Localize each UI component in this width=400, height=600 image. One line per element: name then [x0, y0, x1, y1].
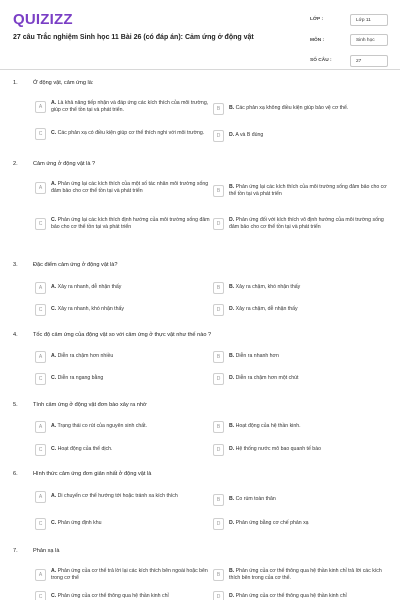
option-a[interactable]	[35, 421, 211, 433]
option-b[interactable]	[213, 282, 389, 294]
question-text: Cảm ứng ở động vật là ?	[33, 161, 96, 167]
question-text: Ở động vật, cảm ứng là:	[33, 80, 94, 86]
question-text: Hình thức cảm ứng đơn giản nhất ở động vật là	[33, 471, 152, 477]
question-text: Tính cảm ứng ở động vật đơn bào xảy ra nhờ	[33, 402, 147, 408]
option-a[interactable]	[35, 568, 211, 583]
meta-count-value: 27	[350, 55, 388, 67]
option-text: A. Diễn ra chậm hơn nhiều	[51, 353, 114, 360]
option-text: B. Co rúm toàn thân	[229, 496, 276, 503]
option-c[interactable]	[35, 444, 211, 456]
meta-subject-label: MÔN :	[310, 37, 325, 43]
option-text: B. Các phản xạ không điều kiện giúp bảo vệ cơ thể.	[229, 105, 349, 112]
option-d[interactable]	[213, 518, 389, 530]
option-text: A. Trạng thái co rút của nguyên sinh chất.	[51, 423, 148, 430]
option-text: B. Phản ứng lại các kích thích của môi trường sống đảm bảo cho cơ thể tồn tại và phát triển	[229, 184, 387, 198]
option-d[interactable]	[213, 217, 389, 232]
option-letter-box: D	[213, 591, 224, 600]
option-letter-box: C	[35, 591, 46, 600]
option-d[interactable]	[213, 591, 389, 600]
option-c[interactable]	[35, 591, 211, 600]
option-text: C. Diễn ra ngang bằng	[51, 375, 104, 382]
option-letter-box: C	[35, 304, 46, 316]
option-c[interactable]	[35, 373, 211, 385]
option-a[interactable]	[35, 282, 211, 294]
document-title: 27 câu Trắc nghiệm Sinh học 11 Bài 26 (có đáp án): Cảm ứng ở động vật	[13, 34, 254, 41]
option-text: B. Phản ứng của cơ thể thông qua hệ thần kinh chỉ trả lời các kích thích bên trong của cơ thể.	[229, 568, 382, 582]
option-letter-box: D	[213, 518, 224, 530]
header-divider	[0, 69, 400, 70]
option-text: A. Phản ứng của cơ thể trả lời lại các kích thích bên ngoài hoặc bên trong cơ thể	[51, 568, 208, 582]
question-number: 2.	[13, 161, 18, 167]
option-letter-box: A	[35, 351, 46, 363]
option-letter-box: D	[213, 218, 224, 230]
option-b[interactable]	[213, 568, 389, 583]
option-c[interactable]	[35, 128, 211, 140]
option-text: A. Phản ứng lại các kích thích của một số tác nhân môi trường sống đảm bảo cho cơ thể tồn tại và phát triển	[51, 181, 209, 195]
question-number: 6.	[13, 471, 18, 477]
option-letter-box: B	[213, 103, 224, 115]
option-text: B. Xảy ra chậm, khó nhận thấy	[229, 284, 301, 291]
option-letter-box: A	[35, 282, 46, 294]
option-letter-box: A	[35, 491, 46, 503]
option-letter-box: B	[213, 421, 224, 433]
option-letter-box: C	[35, 373, 46, 385]
option-letter-box: D	[213, 304, 224, 316]
option-a[interactable]	[35, 100, 211, 115]
meta-panel	[310, 13, 388, 75]
option-c[interactable]	[35, 518, 211, 530]
question-number: 4.	[13, 332, 18, 338]
meta-subject-value: Sinh học	[350, 34, 388, 46]
option-letter-box: A	[35, 182, 46, 194]
option-c[interactable]	[35, 304, 211, 316]
question-text: Tốc độ cảm ứng của động vật so với cảm ứng ở thực vật như thế nào ?	[33, 332, 212, 338]
option-text: C. Phản ứng lại các kích thích định hướng của môi trường sống đảm bảo cho cơ thể tồn tại và phát triển	[51, 217, 210, 231]
option-letter-box: A	[35, 101, 46, 113]
meta-class-value: Lớp 11	[350, 14, 388, 26]
question-number: 7.	[13, 548, 18, 554]
option-letter-box: C	[35, 128, 46, 140]
option-d[interactable]	[213, 304, 389, 316]
option-text: D. Hệ thống nước mô bao quanh tế bào	[229, 446, 321, 453]
option-text: C. Các phản xạ có điều kiện giúp cơ thể thích nghi với môi trường.	[51, 130, 205, 137]
option-b[interactable]	[213, 351, 389, 363]
meta-count-label: SỐ CÂU :	[310, 58, 332, 63]
option-letter-box: B	[213, 351, 224, 363]
option-text: D. Phản ứng của cơ thể thông qua hệ thần kinh chỉ	[229, 593, 347, 600]
option-letter-box: B	[213, 569, 224, 581]
option-text: D. Diễn ra chậm hơn một chút	[229, 375, 299, 382]
option-letter-box: C	[35, 218, 46, 230]
option-b[interactable]	[213, 103, 389, 115]
option-text: C. Hoạt động của thể dịch.	[51, 446, 113, 453]
option-letter-box: D	[213, 130, 224, 142]
option-text: D. A và B đúng	[229, 132, 264, 139]
quizizz-logo: QUIZIZZ	[13, 11, 73, 28]
option-text: A. Xảy ra nhanh, dễ nhận thấy	[51, 284, 122, 291]
option-text: B. Hoạt động của hệ thần kinh.	[229, 423, 301, 430]
option-b[interactable]	[213, 184, 389, 199]
option-letter-box: C	[35, 518, 46, 530]
option-text: D. Phản ứng bằng cơ chế phản xạ	[229, 520, 309, 527]
option-d[interactable]	[213, 130, 389, 142]
question-number: 5.	[13, 402, 18, 408]
option-text: A. Là khả năng tiếp nhận và đáp ứng các kích thích của môi trường, giúp cơ thể tồn tại và phát triển.	[51, 100, 209, 114]
option-letter-box: B	[213, 185, 224, 197]
option-text: C. Xảy ra nhanh, khó nhận thấy	[51, 306, 124, 313]
question-text: Đặc điểm cảm ứng ở động vật là?	[33, 262, 118, 268]
option-b[interactable]	[213, 421, 389, 433]
option-a[interactable]	[35, 491, 211, 503]
meta-class-label: LỚP :	[310, 17, 324, 22]
question-number: 1.	[13, 80, 18, 86]
option-d[interactable]	[213, 444, 389, 456]
option-b[interactable]	[213, 494, 389, 506]
option-c[interactable]	[35, 217, 211, 232]
meta-subject	[310, 34, 388, 47]
question-number: 3.	[13, 262, 18, 268]
option-letter-box: A	[35, 421, 46, 433]
meta-count	[310, 54, 388, 67]
option-text: B. Diễn ra nhanh hơn	[229, 353, 279, 360]
option-letter-box: D	[213, 444, 224, 456]
meta-class	[310, 13, 388, 26]
option-letter-box: C	[35, 444, 46, 456]
option-letter-box: B	[213, 282, 224, 294]
option-text: D. Phản ứng đối với kích thích vô định hướng của môi trường sống đảm bảo cho cơ thể tồn tại và phát triển	[229, 217, 384, 231]
option-text: D. Xảy ra chậm, dễ nhận thấy	[229, 306, 298, 313]
option-text: C. Phản ứng định khu	[51, 520, 102, 527]
option-a[interactable]	[35, 351, 211, 363]
option-letter-box: B	[213, 494, 224, 506]
option-letter-box: D	[213, 373, 224, 385]
option-d[interactable]	[213, 373, 389, 385]
option-a[interactable]	[35, 181, 211, 196]
option-text: C. Phản ứng của cơ thể thông qua hệ thần kinh chỉ	[51, 593, 169, 600]
question-text: Phản xạ là	[33, 548, 60, 554]
option-letter-box: A	[35, 569, 46, 581]
option-text: A. Di chuyển cơ thể hướng tới hoặc tránh xa kích thích	[51, 493, 178, 500]
